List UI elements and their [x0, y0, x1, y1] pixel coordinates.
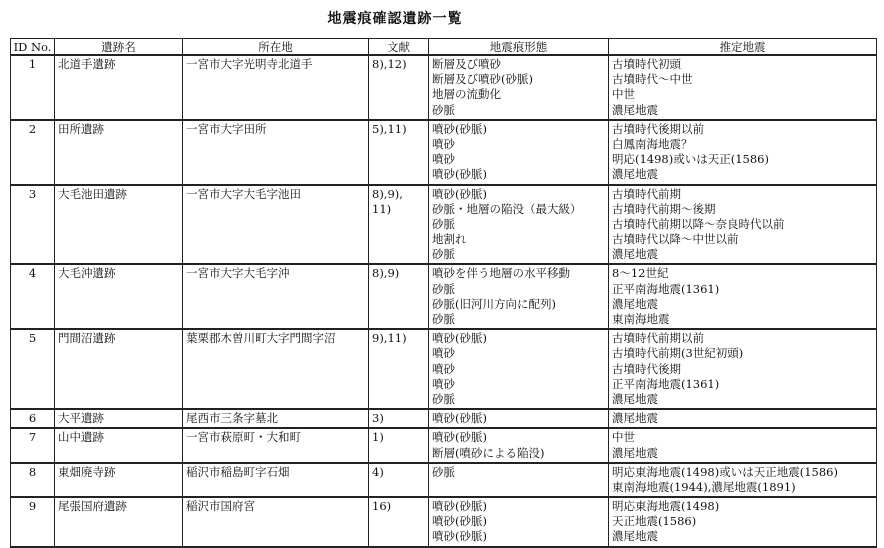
cell-trace-types — [429, 185, 609, 265]
estimated-earthquake-line: 濃尾地震 — [612, 102, 658, 117]
reference-line: 3) — [372, 411, 384, 426]
estimated-earthquake-line: 古墳時代前期以降～奈良時代以前 — [612, 216, 785, 231]
trace-type-line: 砂脈・地層の陥没（最大級） — [432, 201, 582, 216]
cell-estimated-earthquakes — [609, 428, 877, 462]
estimated-earthquake-line: 濃尾地震 — [612, 247, 658, 262]
trace-type-line: 噴砂(砂脈) — [432, 499, 487, 514]
table-row — [11, 55, 877, 120]
cell-estimated-earthquakes — [609, 497, 877, 547]
trace-type-line: 噴砂(砂脈) — [432, 331, 487, 346]
reference-line: 1) — [372, 430, 384, 445]
header-references: 文献 — [369, 39, 429, 56]
cell-location: 一宮市大字大毛字沖 — [183, 264, 369, 329]
estimated-earthquake-line: 中世 — [612, 430, 635, 445]
trace-type-line: 噴砂 — [432, 376, 455, 391]
estimated-earthquake-line: 古墳時代前期～後期 — [612, 201, 716, 216]
cell-site-name: 東畑廃寺跡 — [55, 463, 183, 497]
cell-id: 1 — [11, 55, 55, 120]
trace-type-line: 砂脈 — [432, 464, 455, 479]
estimated-earthquake-line: 古墳時代～中世 — [612, 72, 693, 87]
cell-location: 一宮市大字田所 — [183, 120, 369, 185]
cell-trace-types — [429, 55, 609, 120]
estimated-earthquake-line: 濃尾地震 — [612, 529, 658, 544]
cell-location: 一宮市大字光明寺北道手 — [183, 55, 369, 120]
trace-type-line: 砂脈 — [432, 391, 455, 406]
cell-site-name: 尾張国府遺跡 — [55, 497, 183, 547]
cell-location: 葉栗郡木曽川町大字門間字沼 — [183, 329, 369, 409]
cell-references — [369, 185, 429, 265]
table-body — [11, 55, 877, 547]
header-location: 所在地 — [183, 39, 369, 56]
table-row — [11, 428, 877, 462]
table-row — [11, 409, 877, 428]
cell-id: 6 — [11, 409, 55, 428]
cell-id: 2 — [11, 120, 55, 185]
estimated-earthquake-line: 天正地震(1586) — [612, 514, 697, 529]
trace-type-line: 噴砂(砂脈) — [432, 430, 487, 445]
cell-location: 一宮市萩原町・大和町 — [183, 428, 369, 462]
estimated-earthquake-line: 8～12世紀 — [612, 266, 669, 281]
estimated-earthquake-line: 古墳時代初頭 — [612, 57, 681, 71]
table-row — [11, 185, 877, 265]
cell-site-name: 大平遺跡 — [55, 409, 183, 428]
trace-type-line: 断層及び噴砂(砂脈) — [432, 72, 533, 87]
header-site-name: 遺跡名 — [55, 39, 183, 56]
estimated-earthquake-line: 古墳時代後期 — [612, 361, 681, 376]
header-row — [11, 39, 877, 56]
estimated-earthquake-line: 古墳時代前期(3世紀初頭) — [612, 346, 744, 361]
cell-id: 4 — [11, 264, 55, 329]
cell-id: 5 — [11, 329, 55, 409]
table-row — [11, 497, 877, 547]
trace-type-line: 砂脈 — [432, 102, 455, 117]
cell-estimated-earthquakes — [609, 463, 877, 497]
reference-line: 8),9) — [372, 266, 400, 281]
header-id: ID No. — [11, 39, 55, 56]
table-row — [11, 329, 877, 409]
trace-type-line: 地層の流動化 — [432, 87, 501, 102]
cell-trace-types — [429, 409, 609, 428]
estimated-earthquake-line: 明応東海地震(1498) — [612, 499, 720, 514]
cell-estimated-earthquakes — [609, 329, 877, 409]
trace-type-line: 噴砂 — [432, 361, 455, 376]
cell-trace-types — [429, 463, 609, 497]
estimated-earthquake-line: 東南海地震(1944),濃尾地震(1891) — [612, 479, 796, 494]
table-header — [11, 39, 877, 56]
table-row — [11, 463, 877, 497]
cell-site-name: 大毛池田遺跡 — [55, 185, 183, 265]
cell-id: 7 — [11, 428, 55, 462]
cell-trace-types — [429, 428, 609, 462]
estimated-earthquake-line: 明応(1498)或いは天正(1586) — [612, 152, 769, 167]
cell-site-name: 北道手遺跡 — [55, 55, 183, 120]
trace-type-line: 砂脈(旧河川方向に配列) — [432, 296, 556, 311]
table-row — [11, 264, 877, 329]
cell-site-name: 山中遺跡 — [55, 428, 183, 462]
reference-line: 5),11) — [372, 121, 407, 136]
reference-line: 8),12) — [372, 57, 407, 71]
trace-type-line: 地割れ — [432, 232, 467, 247]
estimated-earthquake-line: 濃尾地震 — [612, 445, 658, 460]
cell-references — [369, 497, 429, 547]
trace-type-line: 断層(噴砂による陥没) — [432, 445, 545, 460]
trace-type-line: 噴砂(砂脈) — [432, 121, 487, 136]
cell-references — [369, 120, 429, 185]
cell-references — [369, 463, 429, 497]
cell-id: 9 — [11, 497, 55, 547]
trace-type-line: 断層及び噴砂 — [432, 57, 501, 71]
cell-site-name: 田所遺跡 — [55, 120, 183, 185]
estimated-earthquake-line: 濃尾地震 — [612, 391, 658, 406]
cell-site-name: 門間沼遺跡 — [55, 329, 183, 409]
estimated-earthquake-line: 正平南海地震(1361) — [612, 281, 720, 296]
cell-location: 尾西市三条字墓北 — [183, 409, 369, 428]
cell-references — [369, 409, 429, 428]
cell-trace-types — [429, 329, 609, 409]
estimated-earthquake-line: 中世 — [612, 87, 635, 102]
trace-type-line: 噴砂(砂脈) — [432, 529, 487, 544]
cell-id: 8 — [11, 463, 55, 497]
cell-estimated-earthquakes — [609, 185, 877, 265]
reference-line: 9),11) — [372, 331, 407, 346]
table-row — [11, 120, 877, 185]
cell-trace-types — [429, 120, 609, 185]
cell-location: 一宮市大字大毛字池田 — [183, 185, 369, 265]
cell-id: 3 — [11, 185, 55, 265]
cell-estimated-earthquakes — [609, 409, 877, 428]
trace-type-line: 噴砂(砂脈) — [432, 514, 487, 529]
trace-type-line: 噴砂(砂脈) — [432, 186, 487, 201]
estimated-earthquake-line: 濃尾地震 — [612, 296, 658, 311]
trace-type-line: 砂脈 — [432, 216, 455, 231]
trace-type-line: 噴砂 — [432, 152, 455, 167]
reference-line: 11) — [372, 201, 392, 216]
trace-type-line: 噴砂(砂脈) — [432, 167, 487, 182]
header-estimated-earthquake: 推定地震 — [609, 39, 877, 56]
trace-type-line: 噴砂(砂脈) — [432, 411, 487, 426]
header-trace-type: 地震痕形態 — [429, 39, 609, 56]
cell-trace-types — [429, 264, 609, 329]
estimated-earthquake-line: 濃尾地震 — [612, 167, 658, 182]
trace-type-line: 噴砂を伴う地層の水平移動 — [432, 266, 570, 281]
estimated-earthquake-line: 古墳時代後期以前 — [612, 121, 704, 136]
trace-type-line: 砂脈 — [432, 247, 455, 262]
cell-estimated-earthquakes — [609, 55, 877, 120]
trace-type-line: 噴砂 — [432, 346, 455, 361]
cell-location: 稲沢市稲島町字石畑 — [183, 463, 369, 497]
estimated-earthquake-line: 東南海地震 — [612, 312, 670, 326]
cell-trace-types — [429, 497, 609, 547]
estimated-earthquake-line: 白鳳南海地震？ — [612, 136, 693, 151]
estimated-earthquake-line: 古墳時代以降～中世以前 — [612, 232, 739, 247]
trace-type-line: 噴砂 — [432, 136, 455, 151]
cell-location: 稲沢市国府宮 — [183, 497, 369, 547]
trace-type-line: 砂脈 — [432, 281, 455, 296]
cell-estimated-earthquakes — [609, 120, 877, 185]
estimated-earthquake-line: 古墳時代前期 — [612, 186, 681, 201]
estimated-earthquake-line: 濃尾地震 — [612, 411, 658, 426]
cell-site-name: 大毛沖遺跡 — [55, 264, 183, 329]
estimated-earthquake-line: 古墳時代前期以前 — [612, 331, 704, 346]
document-title: 地震痕確認遺跡一覧 — [327, 11, 463, 27]
estimated-earthquake-line: 正平南海地震(1361) — [612, 376, 720, 391]
earthquake-trace-site-table — [10, 38, 877, 548]
cell-references — [369, 264, 429, 329]
cell-estimated-earthquakes — [609, 264, 877, 329]
cell-references — [369, 428, 429, 462]
reference-line: 8),9), — [372, 186, 403, 201]
reference-line: 4) — [372, 464, 384, 479]
trace-type-line: 砂脈 — [432, 312, 455, 326]
reference-line: 16) — [372, 499, 392, 514]
estimated-earthquake-line: 明応東海地震(1498)或いは天正地震(1586) — [612, 464, 838, 479]
cell-references — [369, 55, 429, 120]
cell-references — [369, 329, 429, 409]
